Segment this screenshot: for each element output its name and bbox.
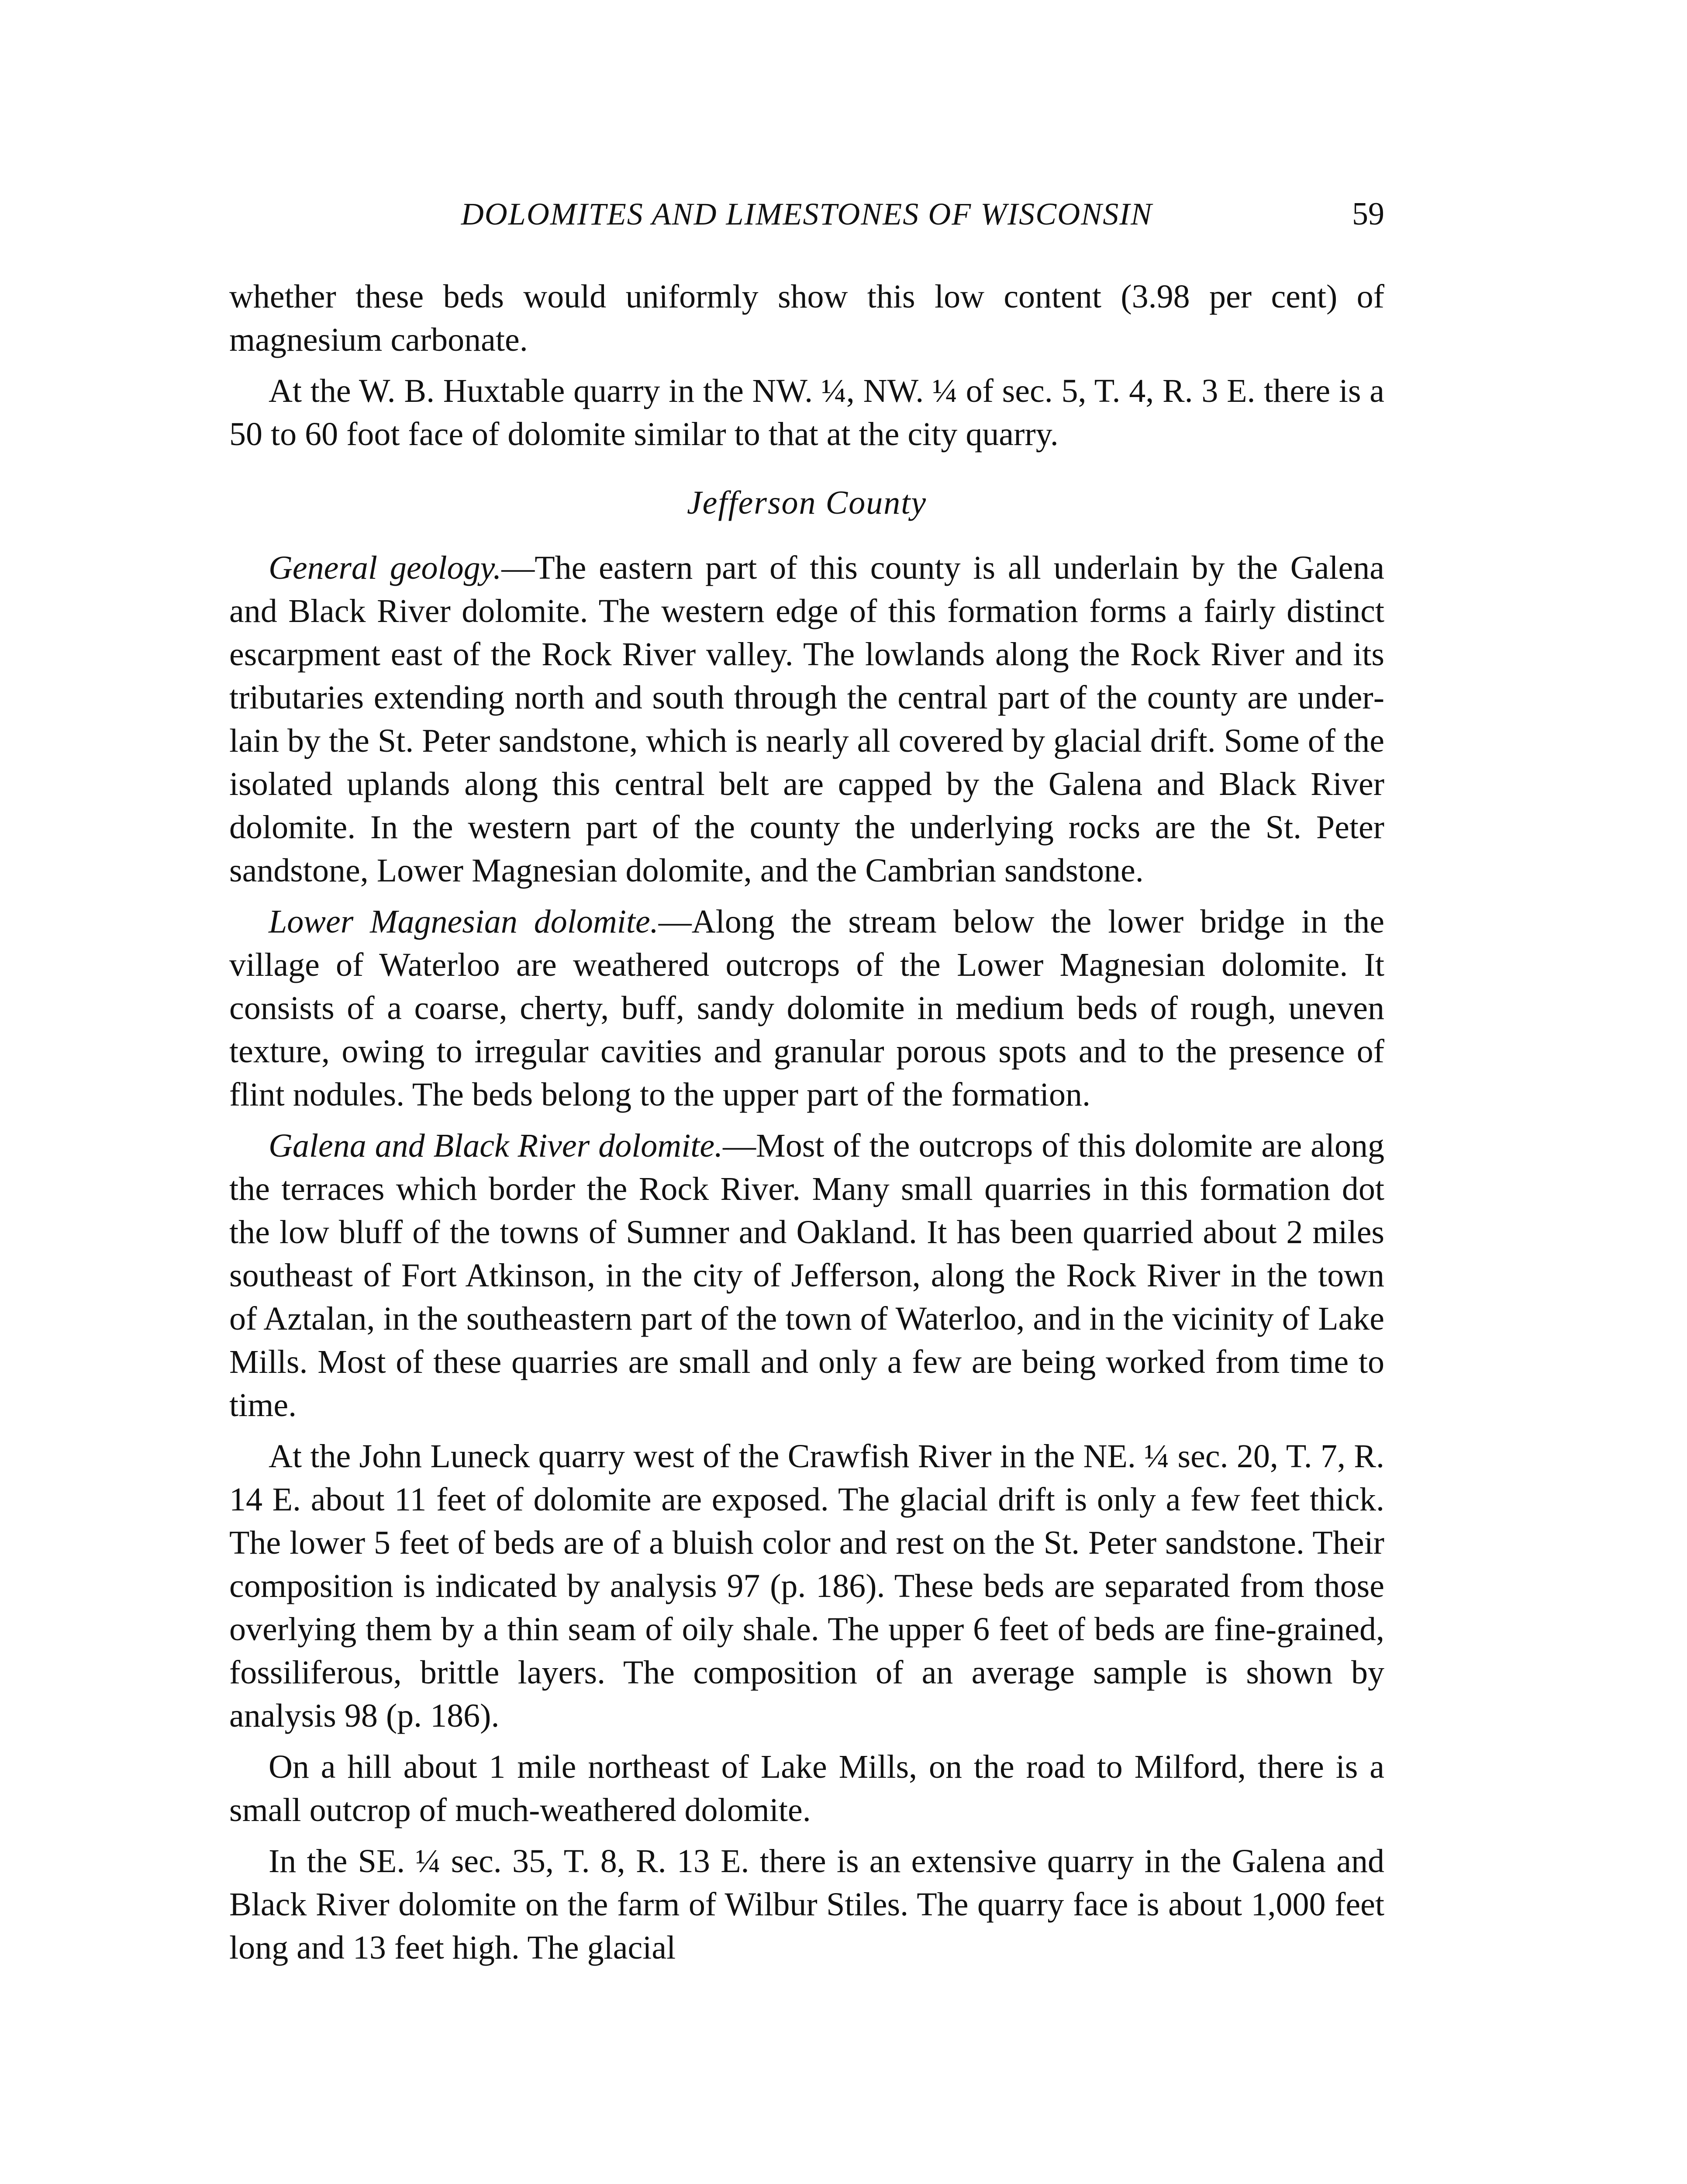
paragraph-subhead: Lower Magnesian dolomite. — [269, 903, 659, 940]
paragraph-huxtable-quarry: At the W. B. Huxtable quarry in the NW. ¼, NW. ¼ of sec. 5, T. 4, R. 3 E. there is a 50 to 60 foot face of dolomite similar to that at the city quarry. — [229, 373, 1384, 453]
paragraph-text: —The eastern part of this county is all underlain by the Galena and Black River dolomite. The western edge of this formation forms a fairly distinct escarpment east of the Rock River valley. The lowlands along the Rock River and its tributaries extending north and south through the central part of the county are underlain by the St. Peter sandstone, which is nearly all covered by glacial drift. Some of the isolated uplands along this central belt are capped by the Galena and Black River dolomite. In the western part of the county the underlying rocks are the St. Peter sandstone, Lower Magnesian dolomite, and the Cambrian sandstone. — [229, 549, 1384, 889]
running-title: DOLOMITES AND LIMESTONES OF WISCONSIN — [461, 197, 1153, 232]
paragraph-stiles-quarry: In the SE. ¼ sec. 35, T. 8, R. 13 E. there is an extensive quarry in the Galena and Black River dolomite on the farm of Wilbur Stiles. The quarry face is about 1,000 feet long and 13 feet high. The glacial — [229, 1843, 1384, 1966]
paragraph-subhead: General geology. — [269, 549, 502, 586]
body-text — [229, 275, 1384, 1977]
paragraph-subhead: Galena and Black River dolomite. — [269, 1127, 723, 1164]
paragraph-general-geology — [229, 546, 1384, 892]
page-number: 59 — [1352, 196, 1384, 232]
section-heading: Jefferson County — [687, 484, 927, 521]
paragraph-lower-magnesian — [229, 900, 1384, 1116]
running-header — [229, 190, 1384, 238]
paragraph-luneck-quarry: At the John Luneck quarry west of the Crawfish River in the NE. ¼ sec. 20, T. 7, R. 14 E. about 11 feet of dolomite are exposed. The glacial drift is only a few feet thick. The lower 5 feet of beds are of a bluish color and rest on the St. Peter sandstone. Their composition is indicated by analysis 97 (p. 186). These beds are separated from those overlying them by a thin seam of oily shale. The upper 6 feet of beds are fine-grained, fossiliferous, brittle layers. The composition of an average sample is shown by analysis 98 (p. 186). — [229, 1438, 1384, 1734]
paragraph-text: —Along the stream below the lower bridge in the village of Waterloo are weathered outcrops of the Lower Magnesian dolomite. It consists of a coarse, cherty, buff, sandy dolomite in medium beds of rough, uneven texture, owing to irregular cavities and granular porous spots and to the presence of flint nodules. The beds belong to the upper part of the formation. — [229, 903, 1385, 1113]
paragraph-continuation: whether these beds would uniformly show this low content (3.98 per cent) of magnesium carbonate. — [229, 278, 1384, 358]
paragraph-lake-mills-hill: On a hill about 1 mile northeast of Lake Mills, on the road to Milford, there is a small outcrop of much-weathered dolomite. — [229, 1749, 1384, 1828]
paragraph-text: —Most of the outcrops of this dolomite are along the terraces which border the Rock River. Many small quarries in this formation dot the low bluff of the towns of Sumner and Oakland. It has been quarried about 2 miles southeast of Fort Atkinson, in the city of Jefferson, along the Rock River in the town of Aztalan, in the southeastern part of the town of Waterloo, and in the vicinity of Lake Mills. Most of these quarries are small and only a few are being worked from time to time. — [229, 1127, 1384, 1424]
paragraph-galena-black-river — [229, 1124, 1384, 1427]
